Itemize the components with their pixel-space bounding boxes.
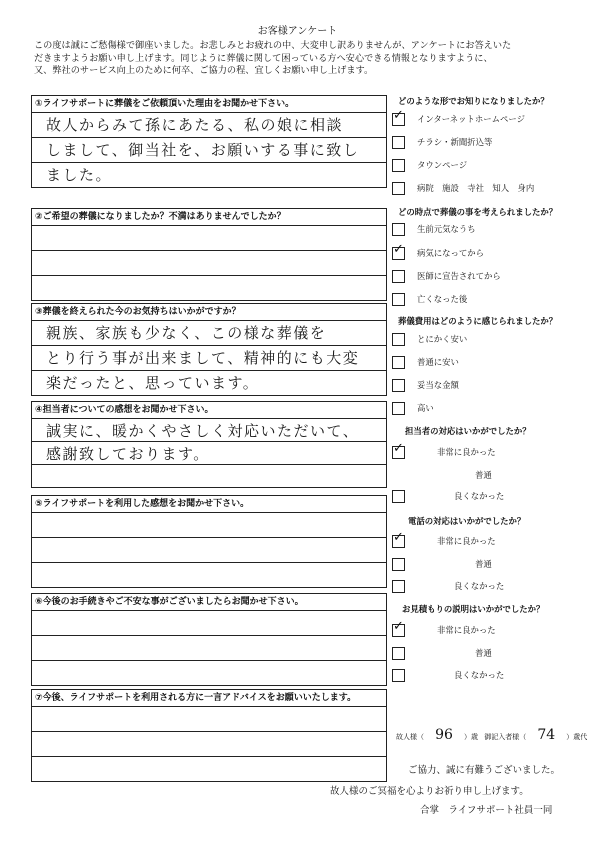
answer-line[interactable] xyxy=(32,251,386,276)
phone-option[interactable] xyxy=(392,556,492,572)
question-3-label: ③葬儀を終えられた今のお気持ちはいかがですか？ xyxy=(32,304,386,321)
closing-text: 故人様のご冥福を心よりお祈り申し上げます。 xyxy=(330,786,529,797)
option-label: 普通 xyxy=(475,470,492,480)
answer-line[interactable] xyxy=(32,538,386,563)
question-5-label: ⑤ライフサポートを利用した感想をお聞かせ下さい。 xyxy=(32,496,386,513)
option-label: とにかく安い xyxy=(417,334,468,344)
estimate-option[interactable] xyxy=(392,667,505,683)
checkbox[interactable] xyxy=(392,402,405,415)
checkbox[interactable] xyxy=(392,293,405,306)
checkbox[interactable] xyxy=(392,136,405,149)
checkbox[interactable] xyxy=(392,356,405,369)
question-6-label: ⑥今後のお手続きやご不安な事がございましたらお聞かせ下さい。 xyxy=(32,594,386,611)
option-label: インターネットホームページ xyxy=(417,114,525,124)
question-6-block xyxy=(31,593,387,686)
question-1-block xyxy=(31,95,387,188)
question-5-block xyxy=(31,495,387,588)
option-label: 亡くなった後 xyxy=(417,294,468,304)
checkbox[interactable] xyxy=(392,490,405,503)
option-label: 非常に良かった xyxy=(437,447,496,457)
option-label: 良くなかった xyxy=(454,491,505,501)
timing-option[interactable] xyxy=(392,241,484,261)
question-3-block xyxy=(31,303,387,396)
question-4-label: ④担当者についての感想をお聞かせ下さい。 xyxy=(32,402,386,419)
intro-line: だきますようお願い申し上げます。同じように葬儀に関して困っている方へ安心できる情報となりますように、 xyxy=(34,52,493,64)
question-4-block xyxy=(31,401,387,488)
answer-line[interactable] xyxy=(32,321,386,346)
page-title: お客様アンケート xyxy=(257,26,338,37)
answer-text: 感謝致しております。 xyxy=(46,445,210,463)
option-label: 病気になってから xyxy=(417,248,484,258)
timing-heading: どの時点で葬儀の事を考えられましたか？ xyxy=(398,207,558,217)
checkbox[interactable] xyxy=(392,580,405,593)
check-mark-icon: ✓ xyxy=(393,241,404,257)
check-mark-icon: ✓ xyxy=(393,440,404,456)
option-label: 普通 xyxy=(475,559,492,569)
cost-heading: 葬儀費用はどのように感じられましたか？ xyxy=(398,316,558,326)
answer-line[interactable] xyxy=(32,757,386,781)
check-mark-icon: ✓ xyxy=(393,107,404,123)
option-label: 病院 施設 寺社 知人 身内 xyxy=(417,183,535,193)
deceased-age-label: 故人様（ xyxy=(396,733,424,741)
estimate-option[interactable] xyxy=(392,618,496,638)
answer-line[interactable] xyxy=(32,163,386,187)
timing-option[interactable] xyxy=(392,221,476,237)
answer-text: ました。 xyxy=(46,166,113,184)
deceased-age-value[interactable]: 96 xyxy=(435,727,453,743)
answer-text: とり行う事が出来まして、精神的にも大変 xyxy=(46,349,360,367)
writer-age-unit: ）歳代 xyxy=(566,733,588,741)
option-label: 良くなかった xyxy=(454,581,505,591)
phone-option[interactable] xyxy=(392,529,496,549)
checkbox[interactable] xyxy=(392,618,405,637)
cost-option[interactable] xyxy=(392,377,459,393)
staff-heading: 担当者の対応はいかがでしたか？ xyxy=(405,426,531,436)
check-mark-icon: ✓ xyxy=(393,618,404,634)
estimate-option[interactable] xyxy=(392,645,492,661)
how-heard-option[interactable] xyxy=(392,180,534,196)
staff-option[interactable] xyxy=(392,488,505,504)
how-heard-option[interactable] xyxy=(392,107,525,127)
staff-option[interactable] xyxy=(392,440,496,460)
phone-heading: 電話の対応はいかがでしたか？ xyxy=(408,516,526,526)
answer-line[interactable] xyxy=(32,346,386,371)
option-label: 妥当な金額 xyxy=(417,380,459,390)
staff-option[interactable] xyxy=(392,467,492,483)
answer-line[interactable] xyxy=(32,707,386,732)
checkbox[interactable] xyxy=(392,333,405,346)
checkbox[interactable] xyxy=(392,241,405,260)
intro-line: この度は誠にご愁傷様で御座いました。お悲しみとお疲れの中、大変申し訳ありませんが、アンケートにお答えいた xyxy=(34,40,512,51)
answer-line[interactable] xyxy=(32,226,386,251)
answer-line[interactable] xyxy=(32,732,386,757)
option-label: 普通 xyxy=(475,648,492,658)
option-label: 生前元気なうち xyxy=(417,224,476,234)
checkbox[interactable] xyxy=(392,182,405,195)
answer-line[interactable] xyxy=(32,636,386,661)
intro-line: 又、弊社のサービス向上のために何卒、ご協力の程、宜しくお願い申し上げます。 xyxy=(34,65,374,76)
age-line xyxy=(396,727,587,743)
timing-option[interactable] xyxy=(392,268,501,284)
checkbox[interactable] xyxy=(392,270,405,283)
answer-line[interactable] xyxy=(32,138,386,163)
question-1-label: ①ライフサポートに葬儀をご依頼頂いた理由をお聞かせ下さい。 xyxy=(32,96,386,113)
checkbox[interactable] xyxy=(392,159,405,172)
checkbox[interactable] xyxy=(392,223,405,236)
option-label: 良くなかった xyxy=(454,670,505,680)
option-label: 医師に宣告されてから xyxy=(417,271,501,281)
thanks-text: ご協力、誠に有難うございました。 xyxy=(408,765,561,776)
checkbox[interactable] xyxy=(392,669,405,682)
option-label: 非常に良かった xyxy=(437,536,496,546)
answer-line[interactable] xyxy=(32,513,386,538)
answer-line[interactable] xyxy=(32,276,386,300)
answer-line[interactable] xyxy=(32,661,386,685)
question-2-label: ②ご希望の葬儀になりましたか？不満はありませんでしたか？ xyxy=(32,209,386,226)
question-2-block xyxy=(31,208,387,301)
answer-line[interactable] xyxy=(32,442,386,465)
how-heard-option[interactable] xyxy=(392,157,467,173)
timing-option[interactable] xyxy=(392,291,467,307)
answer-line[interactable] xyxy=(32,371,386,395)
answer-text: 楽だったと、思っています。 xyxy=(46,374,260,392)
phone-option[interactable] xyxy=(392,578,505,594)
option-label: 非常に良かった xyxy=(437,625,496,635)
answer-text: 親族、家族も少なく、この様な葬儀を xyxy=(46,324,327,342)
signature-text: 合掌 ライフサポート社員一同 xyxy=(420,805,553,816)
cost-option[interactable] xyxy=(392,331,467,347)
checkbox[interactable] xyxy=(392,379,405,392)
answer-line[interactable] xyxy=(32,465,386,487)
option-label: 普通に安い xyxy=(417,357,459,367)
checkbox[interactable] xyxy=(392,107,405,126)
checkbox[interactable] xyxy=(392,558,405,571)
how-heard-option[interactable] xyxy=(392,134,492,150)
checkbox[interactable] xyxy=(392,647,405,660)
estimate-heading: お見積もりの説明はいかがでしたか？ xyxy=(402,604,545,614)
check-mark-icon: ✓ xyxy=(393,529,404,545)
option-label: チラシ・新聞折込等 xyxy=(417,137,493,147)
answer-line[interactable] xyxy=(32,563,386,587)
deceased-age-unit: ）歳 xyxy=(464,733,478,741)
answer-text: 誠実に、暖かくやさしく対応いただいて、 xyxy=(46,422,360,440)
writer-age-label: 御記入者様（ xyxy=(484,733,527,741)
cost-option[interactable] xyxy=(392,354,459,370)
how-heard-heading: どのような形でお知りになりましたか？ xyxy=(398,96,549,106)
answer-text: しまして、御当社を、お願いする事に致し xyxy=(46,141,360,159)
option-label: 高い xyxy=(417,403,434,413)
answer-line[interactable] xyxy=(32,113,386,138)
question-7-block xyxy=(31,689,387,782)
cost-option[interactable] xyxy=(392,400,434,416)
answer-line[interactable] xyxy=(32,611,386,636)
answer-line[interactable] xyxy=(32,419,386,442)
checkbox[interactable] xyxy=(392,440,405,459)
intro-text xyxy=(34,40,564,78)
option-label: タウンページ xyxy=(417,160,468,170)
checkbox[interactable] xyxy=(392,529,405,548)
question-7-label: ⑦今後、ライフサポートを利用される方に一言アドバイスをお願いいたします。 xyxy=(32,690,386,707)
writer-age-value[interactable]: 74 xyxy=(537,727,556,743)
answer-text: 故人からみて孫にあたる、私の娘に相談 xyxy=(46,116,344,134)
